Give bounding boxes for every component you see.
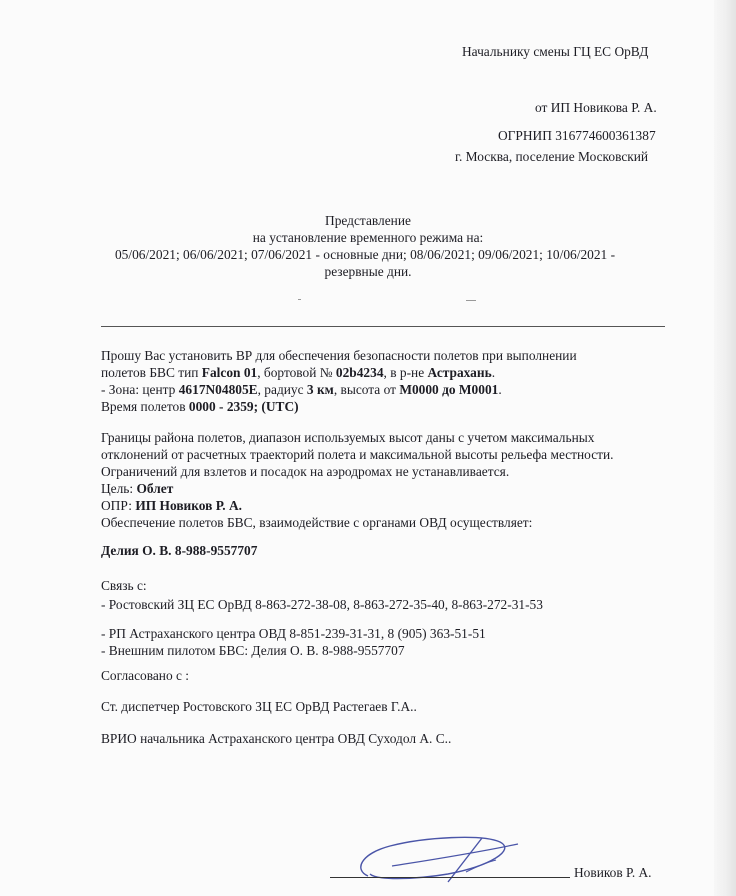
limits-line-2: отклонений от расчетных траекторий полета и максимальной высоты рельефа местности. bbox=[101, 447, 614, 462]
support-line: Обеспечение полетов БВС, взаимодействие с органами ОВД осуществляет: bbox=[101, 515, 533, 530]
communication-label: Связь с: bbox=[101, 578, 147, 593]
scan-speck bbox=[466, 300, 476, 301]
title-subheading: на установление временного режима на: bbox=[252, 230, 484, 245]
sender: от ИП Новикова Р. А. bbox=[535, 100, 657, 115]
approval-label: Согласовано с : bbox=[101, 668, 190, 683]
limits-line-3: Ограничений для взлетов и посадок на аэродромах не устанавливается. bbox=[101, 464, 510, 479]
zone-center: 4617N04805E bbox=[178, 382, 258, 397]
zone-radius: 3 км bbox=[306, 382, 334, 397]
approval-rostov: Ст. диспетчер Ростовского ЗЦ ЕС ОрВД Растегаев Г.А.. bbox=[101, 699, 417, 714]
request-line-2: полетов БВС тип Falcon 01, бортовой № 02b4234, в р-не Астрахань. bbox=[101, 365, 496, 380]
signature-line bbox=[330, 877, 570, 878]
request-line-4: Время полетов 0000 - 2359; (UTC) bbox=[101, 399, 299, 414]
opr-value: ИП Новиков Р. А. bbox=[135, 498, 242, 513]
goal-line: Цель: Облет bbox=[101, 481, 174, 496]
support-contact: Делия О. В. 8-988-9557707 bbox=[101, 543, 258, 558]
communication-rostov: - Ростовский ЗЦ ЕС ОрВД 8-863-272-38-08, 8-863-272-35-40, 8-863-272-31-53 bbox=[101, 597, 543, 612]
limits-line-1: Границы района полетов, диапазон используемых высот даны с учетом максимальных bbox=[101, 430, 595, 445]
scan-speck bbox=[298, 299, 301, 300]
opr-line: ОПР: ИП Новиков Р. А. bbox=[101, 498, 242, 513]
goal-value: Облет bbox=[136, 481, 174, 496]
zone-height: М0000 до М0001 bbox=[399, 382, 499, 397]
board-number: 02b4234 bbox=[335, 365, 384, 380]
flight-time: 0000 - 2359; (UTC) bbox=[188, 399, 299, 414]
communication-astrakhan: - РП Астраханского центра ОВД 8-851-239-31-31, 8 (905) 363-51-51 bbox=[101, 626, 486, 641]
approval-astrakhan: ВРИО начальника Астраханского центра ОВД Суходол А. С.. bbox=[101, 731, 452, 746]
signature-name: Новиков Р. А. bbox=[574, 865, 652, 880]
title-reserve: резервные дни. bbox=[324, 264, 412, 279]
title-dates: 05/06/2021; 06/06/2021; 07/06/2021 - основные дни; 08/06/2021; 09/06/2021; 10/06/2021 - bbox=[114, 247, 616, 262]
title-heading: Представление bbox=[325, 213, 411, 228]
divider-line bbox=[101, 326, 665, 327]
communication-pilot: - Внешним пилотом БВС: Делия О. В. 8-988-9557707 bbox=[101, 643, 405, 658]
address: г. Москва, поселение Московский bbox=[455, 149, 649, 164]
page-edge-shadow bbox=[714, 0, 736, 896]
drone-type: Falcon 01 bbox=[201, 365, 258, 380]
region: Астрахань bbox=[427, 365, 492, 380]
request-line-3: - Зона: центр 4617N04805E, радиус 3 км, высота от М0000 до М0001. bbox=[101, 382, 502, 397]
ogrnip: ОГРНИП 316774600361387 bbox=[498, 128, 656, 143]
addressee: Начальнику смены ГЦ ЕС ОрВД bbox=[462, 44, 649, 59]
request-line-1: Прошу Вас установить ВР для обеспечения безопасности полетов при выполнении bbox=[101, 348, 577, 363]
